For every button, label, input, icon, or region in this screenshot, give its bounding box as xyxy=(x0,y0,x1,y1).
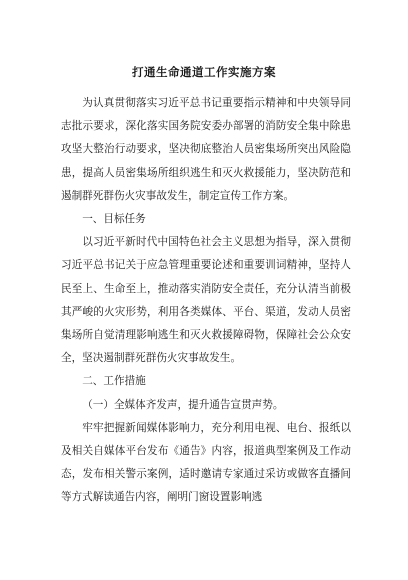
body-paragraph: 为认真贯彻落实习近平总书记重要指示精神和中央领导同志批示要求，深化落实国务院安委办部署的消防安全集中除患攻坚大整治行动要求，坚决彻底整治人员密集场所突出风险隐患，提高人员密集场所组织逃生和灭火救援能力，坚决防范和遏制群死群伤火灾事故发生，制定宣传工作方案。 xyxy=(61,97,351,202)
document-title: 打通生命通道工作实施方案 xyxy=(132,65,276,79)
body-paragraph: 牢牢把握新闻媒体影响力，充分利用电视、电台、报纸以及相关自媒体平台发布《通告》内容，报道典型案例及工作动态，发布相关警示案例，适时邀请专家通过采访或做客直播间等方式解读通告内容，阐明门窗设置影响逃 xyxy=(61,421,351,504)
subsection-heading: （一）全媒体齐发声，提升通告宣贯声势。 xyxy=(82,398,284,411)
section-heading: 一、目标任务 xyxy=(82,213,146,226)
document-body xyxy=(61,92,351,510)
body-paragraph: 以习近平新时代中国特色社会主义思想为指导，深入贯彻习近平总书记关于应急管理重要论述和重要训词精神，坚持人民至上、生命至上，推动落实消防安全责任，充分认清当前极其严峻的火灾形势，利用各类媒体、平台、渠道，发动人员密集场所自觉清理影响逃生和灭火救援障碍物，保障社会公众安全，坚决遏制群死群伤火灾事故发生。 xyxy=(61,236,351,365)
section-heading: 二、工作措施 xyxy=(82,375,146,388)
